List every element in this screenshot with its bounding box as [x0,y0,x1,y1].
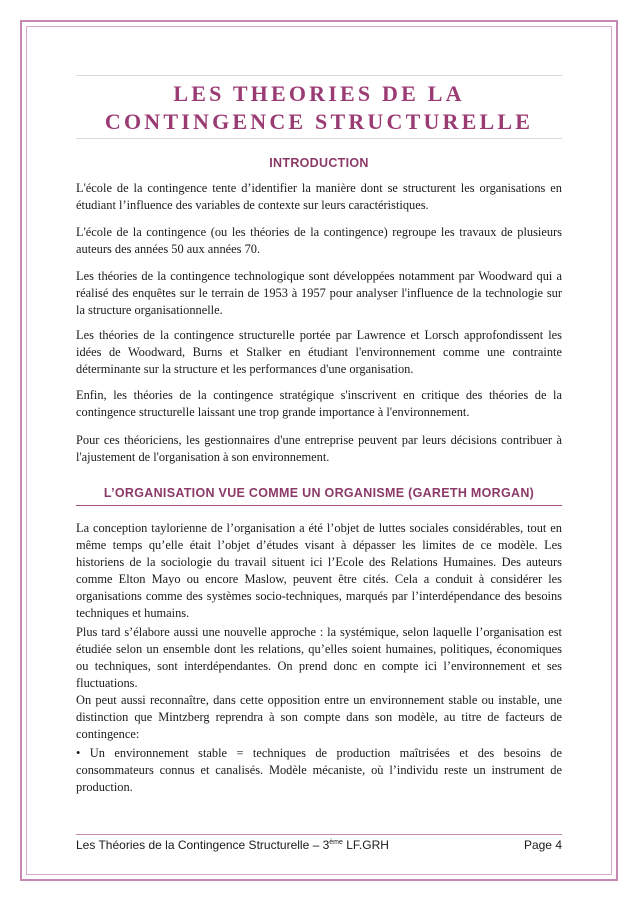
title-rule-top [76,75,562,76]
footer-title-text: Les Théories de la Contingence Structurelle – 3 [76,838,330,852]
title-line-1: LES THEORIES DE LA [173,81,465,106]
footer-page-number: Page 4 [523,838,562,852]
footer-rule [76,834,562,835]
document-title [76,80,562,136]
intro-paragraph-1: L'école de la contingence tente d’identifier la manière dont se structurent les organisations en étudiant l’influence des variables de contexte sur leurs caractéristiques. [76,181,562,212]
organisme-paragraph-2: Plus tard s’élabore aussi une nouvelle approche : la systémique, selon laquelle l’organisation est étudiée selon un ensemble dont les relations, qu’elles soient humaines, politiques, économiques ou techniques, sont interdépendantes. On prend donc en compte ici l’environnement et ses fluctuations. [76,625,562,690]
organisme-heading: L’ORGANISATION VUE COMME UN ORGANISME (GARETH MORGAN) [76,486,562,506]
footer-title-suffix: LF.GRH [342,838,389,852]
footer-document-title [76,838,389,852]
introduction-heading: INTRODUCTION [269,156,369,170]
title-rule-bottom [76,138,562,139]
intro-paragraph-6: Pour ces théoriciens, les gestionnaires d'une entreprise peuvent par leurs décisions contribuer à l'ajustement de l'organisation à son environnement. [76,433,562,464]
page-footer [76,838,562,852]
footer-title-sup: ème [329,839,343,846]
intro-paragraph-4: Les théories de la contingence structurelle portée par Lawrence et Lorsch approfondissent les idées de Woodward, Burns et Stalker en étudiant l'environnement comme une contrainte déterminante sur la structure et les performances d'une organisation. [76,328,562,376]
organisme-paragraph-3: On peut aussi reconnaître, dans cette opposition entre un environnement stable ou instable, une distinction que Mintzberg reprendra à son compte dans son modèle, au titre de facteurs de contingence: [76,693,562,741]
intro-paragraph-2: L'école de la contingence (ou les théories de la contingence) regroupe les travaux de plusieurs auteurs des années 50 aux années 70. [76,225,562,256]
intro-paragraph-3: Les théories de la contingence technologique sont développées notamment par Woodward qui a réalisé des enquêtes sur le terrain de 1953 à 1957 pour analyser l'influence de la technologie sur la structure organisationnelle. [76,269,562,317]
organisme-paragraph-1: La conception taylorienne de l’organisation a été l’objet de luttes sociales considérables, tout en même temps qu’elle était l’objet d’études visant à dépasser les limites de ce modèle. Les historiens de la sociologie du travail situent ici l’Ecole des Relations Humaines. Des auteurs comme Elton Mayo ou encore Maslow, peuvent être cités. Cela a conduit à considérer les organisations comme des systèmes socio-techniques, marqués par l’interdépendance des besoins techniques et humains. [76,521,562,620]
title-line-2: CONTINGENCE STRUCTURELLE [104,109,534,134]
intro-paragraph-5: Enfin, les théories de la contingence stratégique s'inscrivent en critique des théories de la contingence structurelle laissant une trop grande importance à l'environnement. [76,388,562,419]
organisme-paragraph-4: • Un environnement stable = techniques de production maîtrisées et des besoins de consommateurs connus et canalisés. Modèle mécaniste, où l’individu reste un instrument de production. [76,746,562,794]
